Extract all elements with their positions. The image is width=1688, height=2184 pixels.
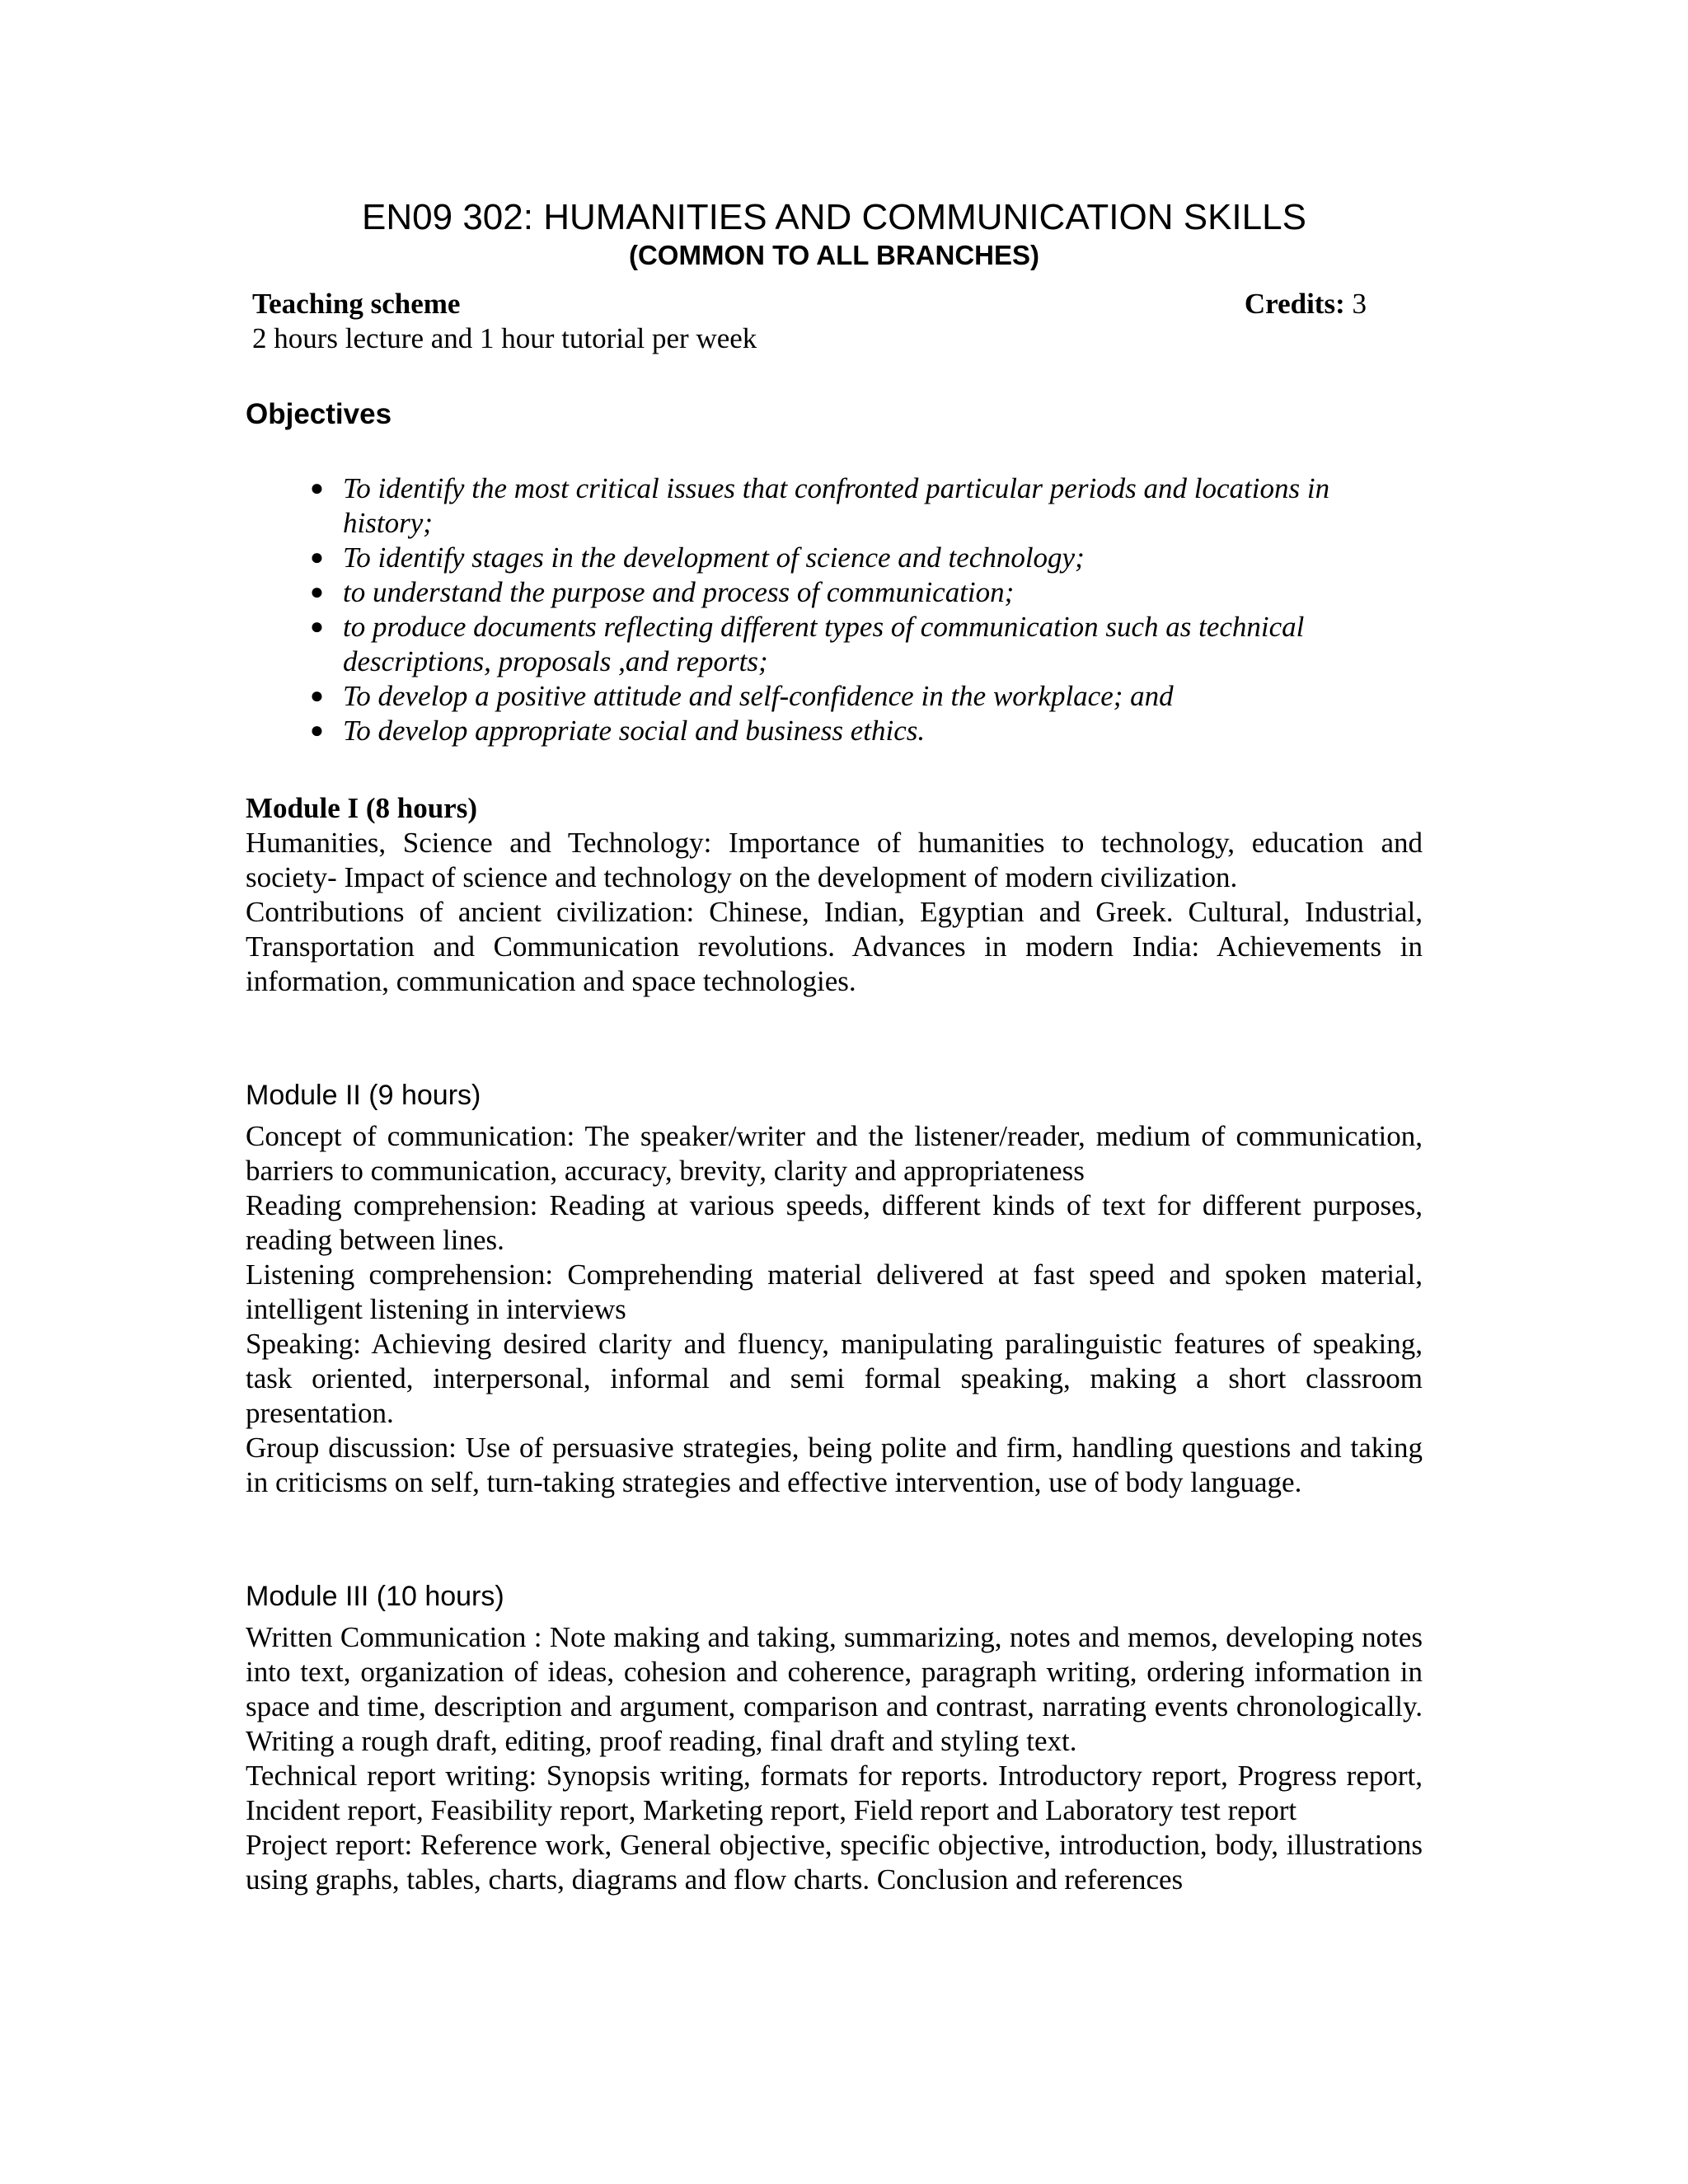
module-2-paragraph: Reading comprehension: Reading at various speeds, different kinds of text for different purposes, reading between lines. [246, 1189, 1423, 1256]
module-3-paragraph: Project report: Reference work, General objective, specific objective, introduction, body, illustrations using graphs, tables, charts, diagrams and flow charts. Conclusion and references [246, 1829, 1423, 1896]
module-1-heading: Module I (8 hours) [246, 792, 477, 824]
credits-value: 3 [1352, 288, 1367, 320]
credits-label: Credits: [1244, 288, 1345, 320]
module-1-paragraph: Contributions of ancient civilization: Chinese, Indian, Egyptian and Greek. Cultural, Industrial, Transportation and Communication revolutions. Advances in modern India: Achievements in information, communication and space technologies. [246, 896, 1423, 997]
module-3-heading: Module III (10 hours) [246, 1581, 504, 1612]
module-3-paragraph: Written Communication : Note making and taking, summarizing, notes and memos, developing notes into text, organization of ideas, cohesion and coherence, paragraph writing, ordering information in space and time, description and argument, comparison and contrast, narrating events chronologically. Writing a rough draft, editing, proof reading, final draft and styling text. [246, 1621, 1423, 1757]
credits [1245, 287, 1367, 321]
page-subtitle: (COMMON TO ALL BRANCHES) [628, 240, 1040, 270]
bullet-icon: ● [310, 545, 324, 570]
objective-item: ● To identify the most critical issues that confronted particular periods and locations in history; [310, 472, 1330, 539]
teaching-scheme-detail: 2 hours lecture and 1 hour tutorial per week [252, 322, 757, 354]
objective-item: ● To develop appropriate social and business ethics. [310, 715, 926, 747]
objective-item: ● To identify stages in the development of science and technology; [310, 541, 1085, 574]
objective-item: ● to understand the purpose and process of communication; [310, 576, 1015, 608]
bullet-icon: ● [310, 683, 324, 709]
page-title: EN09 302: HUMANITIES AND COMMUNICATION SKILLS [362, 197, 1306, 237]
module-3-paragraph: Technical report writing: Synopsis writing, formats for reports. Introductory report, Progress report, Incident report, Feasibility report, Marketing report, Field report and Laboratory test report [246, 1760, 1423, 1826]
objective-item: ● to produce documents reflecting different types of communication such as technical descriptions, proposals ,and reports; [310, 611, 1305, 677]
bullet-icon: ● [310, 476, 324, 501]
module-2-heading: Module II (9 hours) [246, 1080, 481, 1111]
module-2-paragraph: Concept of communication: The speaker/writer and the listener/reader, medium of communication, barriers to communication, accuracy, brevity, clarity and appropriateness [246, 1120, 1423, 1187]
teaching-scheme-label: Teaching scheme [252, 288, 461, 320]
objectives-heading: Objectives [246, 398, 392, 430]
bullet-icon: ● [310, 614, 324, 640]
objective-item: ● To develop a positive attitude and self-confidence in the workplace; and [310, 680, 1174, 712]
teaching-scheme-row [246, 287, 1423, 321]
document-page [246, 196, 1423, 1897]
module-2-paragraph: Group discussion: Use of persuasive strategies, being polite and firm, handling questions and taking in criticisms on self, turn-taking strategies and effective intervention, use of body language. [246, 1432, 1423, 1498]
bullet-icon: ● [310, 579, 324, 605]
bullet-icon: ● [310, 718, 324, 743]
objectives-list [246, 471, 1423, 748]
module-2-paragraph: Speaking: Achieving desired clarity and fluency, manipulating paralinguistic features of speaking, task oriented, interpersonal, informal and semi formal speaking, making a short classroom presentation. [246, 1328, 1423, 1429]
module-1-paragraph: Humanities, Science and Technology: Importance of humanities to technology, education and society- Impact of science and technology on the development of modern civilization. [246, 827, 1423, 893]
module-2-paragraph: Listening comprehension: Comprehending material delivered at fast speed and spoken material, intelligent listening in interviews [246, 1258, 1423, 1325]
